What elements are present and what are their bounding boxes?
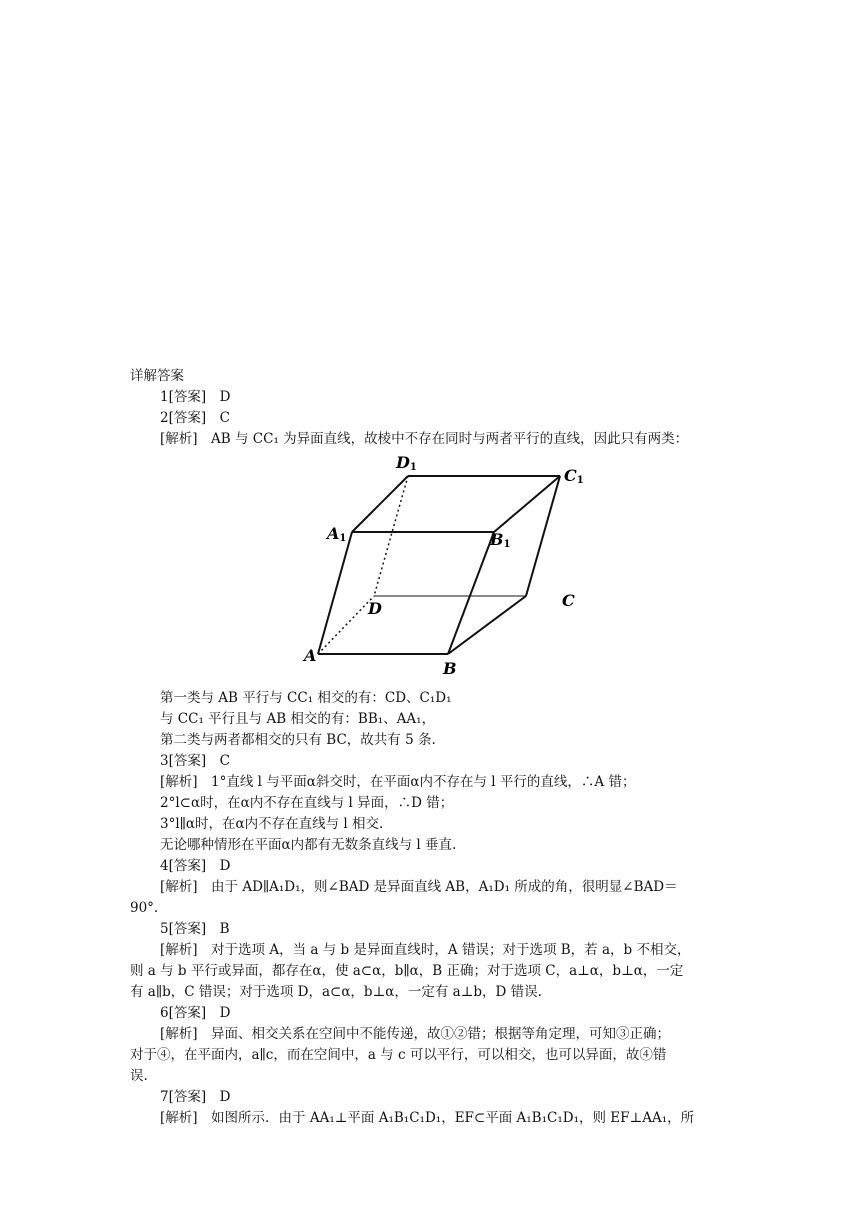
analysis-3-line-4: 无论哪种情形在平面α内都有无数条直线与 l 垂直. bbox=[160, 837, 457, 853]
answer-4: 4[答案] D bbox=[160, 858, 231, 874]
analysis-6-line-1: [解析] 异面、相交关系在空间中不能传递，故①②错；根据等角定理，可知③正确； bbox=[160, 1026, 671, 1042]
answer-6: 6[答案] D bbox=[160, 1005, 231, 1021]
analysis-4-line-1: [解析] 由于 AD∥A₁D₁，则∠BAD 是异面直线 AB，A₁D₁ 所成的角，很明显∠BAD＝ bbox=[160, 879, 678, 895]
analysis-3-line-2: 2°l⊂α时，在α内不存在直线与 l 异面，∴D 错； bbox=[160, 795, 454, 811]
analysis-3-line-1: [解析] 1°直线 l 与平面α斜交时，在平面α内不存在与 l 平行的直线，∴A 错； bbox=[160, 774, 636, 790]
parallelepiped-figure bbox=[290, 448, 600, 678]
label-D1: D1 bbox=[396, 453, 417, 473]
analysis-5-line-3: 有 a∥b，C 错误；对于选项 D，a⊂α，b⊥α，一定有 a⊥b，D 错误. bbox=[130, 984, 542, 1000]
label-D: D bbox=[368, 599, 382, 618]
label-C: C bbox=[562, 591, 575, 610]
label-A: A bbox=[304, 646, 317, 665]
analysis-5-line-1: [解析] 对于选项 A，当 a 与 b 是异面直线时，A 错误；对于选项 B，若 a，b 不相交， bbox=[160, 942, 691, 958]
answer-7: 7[答案] D bbox=[160, 1089, 231, 1105]
analysis-7-line-1: [解析] 如图所示．由于 AA₁⊥平面 A₁B₁C₁D₁，EF⊂平面 A₁B₁C₁D₁，则 EF⊥AA₁，所 bbox=[160, 1110, 695, 1126]
answer-3: 3[答案] C bbox=[160, 753, 230, 769]
answer-5: 5[答案] B bbox=[160, 921, 230, 937]
category-2: 第二类与两者都相交的只有 BC，故共有 5 条. bbox=[160, 732, 436, 748]
label-C1: C1 bbox=[564, 466, 584, 486]
analysis-4-line-2: 90°. bbox=[130, 900, 159, 916]
label-B: B bbox=[443, 659, 457, 678]
category-1-cont: 与 CC₁ 平行且与 AB 相交的有：BB₁、AA₁， bbox=[160, 711, 436, 727]
answers-heading: 详解答案 bbox=[130, 368, 184, 384]
answer-2: 2[答案] C bbox=[160, 410, 230, 426]
analysis-3-line-3: 3°l∥α时，在α内不存在直线与 l 相交. bbox=[160, 816, 384, 832]
label-A1: A1 bbox=[327, 524, 347, 544]
category-1: 第一类与 AB 平行与 CC₁ 相交的有：CD、C₁D₁ bbox=[160, 690, 452, 706]
analysis-6-line-3: 误. bbox=[130, 1068, 148, 1084]
answer-1: 1[答案] D bbox=[160, 389, 231, 405]
label-B1: B1 bbox=[490, 530, 511, 550]
analysis-2: [解析] AB 与 CC₁ 为异面直线，故棱中不存在同时与两者平行的直线，因此只有两类： bbox=[160, 431, 689, 447]
analysis-6-line-2: 对于④，在平面内，a∥c，而在空间中，a 与 c 可以平行，可以相交，也可以异面，故④错 bbox=[130, 1047, 667, 1063]
analysis-5-line-2: 则 a 与 b 平行或异面，都存在α，使 a⊂α，b∥α，B 正确；对于选项 C，a⊥α，b⊥α，一定 bbox=[130, 963, 684, 979]
